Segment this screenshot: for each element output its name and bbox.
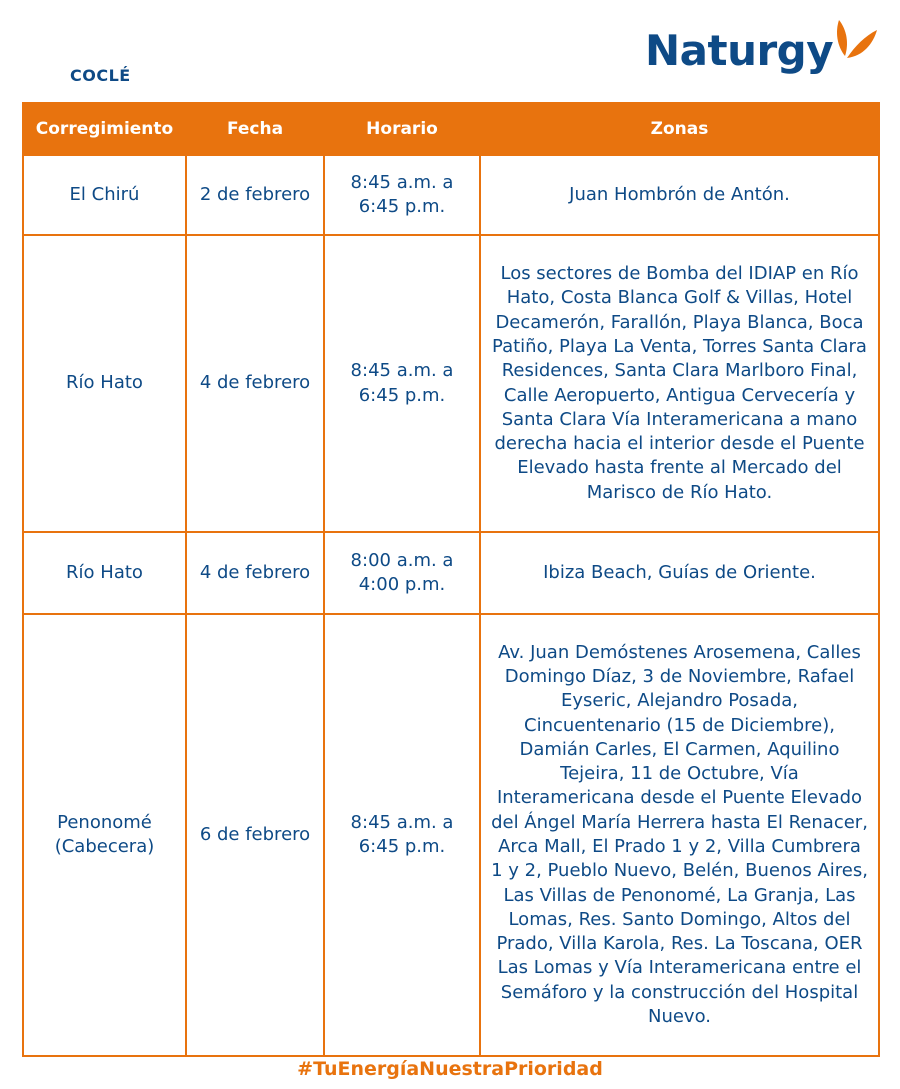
cell-zonas: Juan Hombrón de Antón. — [480, 155, 879, 235]
schedule-table — [22, 102, 880, 1057]
cell-zonas: Av. Juan Demóstenes Arosemena, Calles Domingo Díaz, 3 de Noviembre, Rafael Eyseric, Alejandro Posada, Cincuentenario (15 de Diciembre), Damián Carles, El Carmen, Aquilino Tejeira, 11 de Octubre, Vía Interamericana desde el Puente Elevado del Ángel María Herrera hasta El Renacer, Arca Mall, El Prado 1 y 2, Villa Cumbrera 1 y 2, Pueblo Nuevo, Belén, Buenos Aires, Las Villas de Penonomé, La Granja, Las Lomas, Res. Santo Domingo, Altos del Prado, Villa Karola, Res. La Toscana, OER Las Lomas y Vía Interamericana entre el Semáforo y la construcción del Hospital Nuevo. — [480, 614, 879, 1056]
cell-horario: 8:45 a.m. a 6:45 p.m. — [324, 155, 480, 235]
logo-wordmark: Naturgy — [645, 26, 834, 75]
cell-corregimiento: Penonomé (Cabecera) — [23, 614, 186, 1056]
table-row — [23, 235, 879, 532]
cell-zonas: Los sectores de Bomba del IDIAP en Río Hato, Costa Blanca Golf & Villas, Hotel Decamerón, Farallón, Playa Blanca, Boca Patiño, Playa La Venta, Torres Santa Clara Residences, Santa Clara Marlboro Final, Calle Aeropuerto, Antigua Cervecería y Santa Clara Vía Interamericana a mano derecha hacia el interior desde el Puente Elevado hasta frente al Mercado del Marisco de Río Hato. — [480, 235, 879, 532]
table-header-row — [23, 103, 879, 155]
cell-horario: 8:45 a.m. a 6:45 p.m. — [324, 614, 480, 1056]
column-header-horario: Horario — [324, 103, 480, 155]
butterfly-icon — [825, 18, 881, 66]
column-header-zonas: Zonas — [480, 103, 879, 155]
column-header-fecha: Fecha — [186, 103, 324, 155]
cell-corregimiento: Río Hato — [23, 532, 186, 614]
table-row — [23, 614, 879, 1056]
cell-fecha: 6 de febrero — [186, 614, 324, 1056]
cell-fecha: 2 de febrero — [186, 155, 324, 235]
cell-zonas: Ibiza Beach, Guías de Oriente. — [480, 532, 879, 614]
footer-hashtag: #TuEnergíaNuestraPrioridad — [297, 1058, 603, 1080]
cell-corregimiento: Río Hato — [23, 235, 186, 532]
cell-horario: 8:45 a.m. a 6:45 p.m. — [324, 235, 480, 532]
table-row — [23, 155, 879, 235]
cell-fecha: 4 de febrero — [186, 532, 324, 614]
cell-horario: 8:00 a.m. a 4:00 p.m. — [324, 532, 480, 614]
naturgy-logo — [645, 18, 885, 88]
cell-fecha: 4 de febrero — [186, 235, 324, 532]
table-row — [23, 532, 879, 614]
column-header-corregimiento: Corregimiento — [23, 103, 186, 155]
region-title: COCLÉ — [70, 66, 131, 85]
cell-corregimiento: El Chirú — [23, 155, 186, 235]
